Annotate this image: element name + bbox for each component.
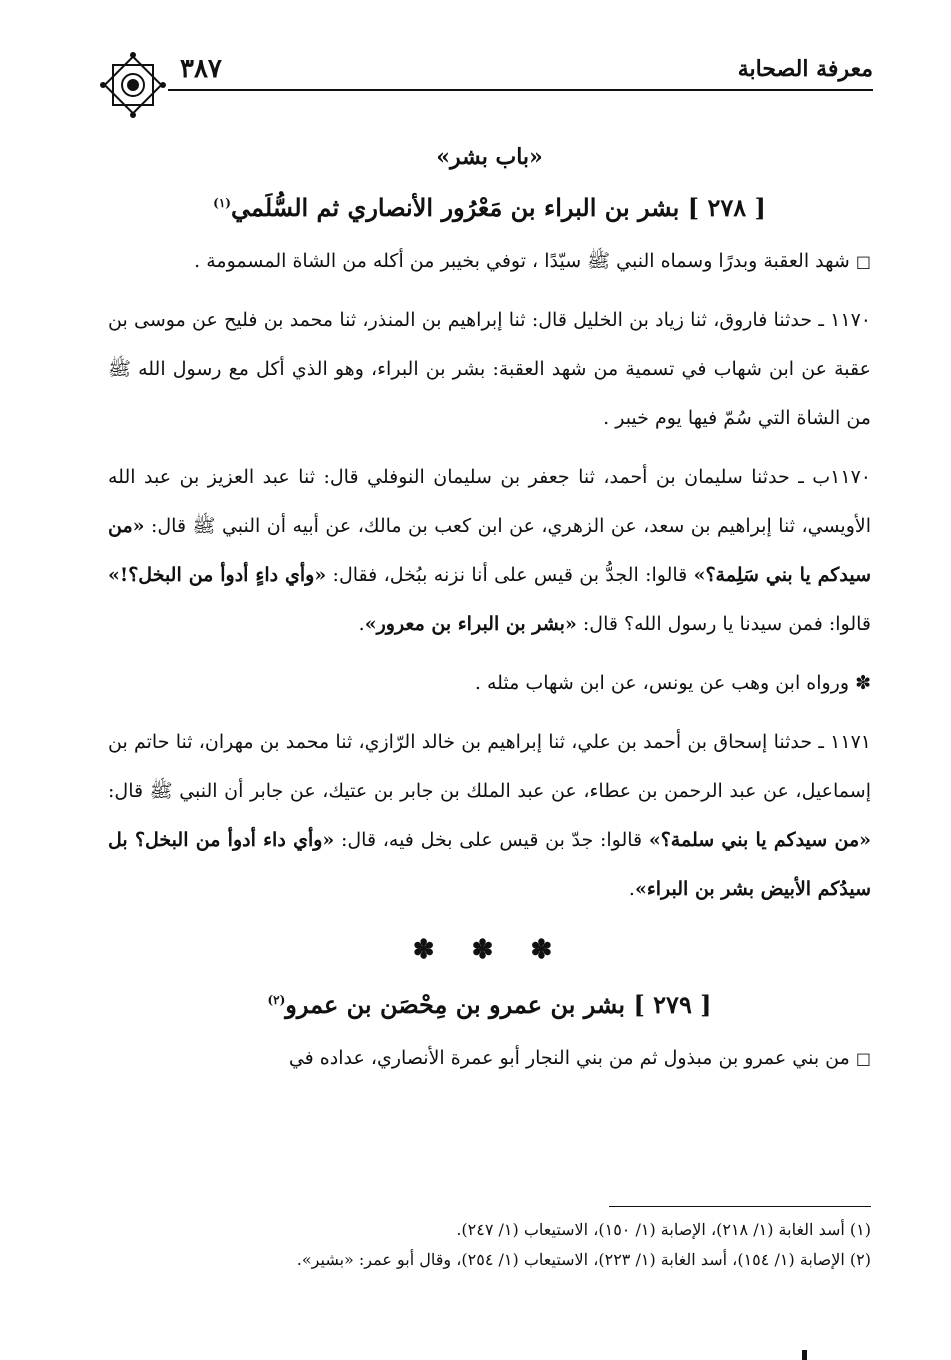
page-number: ٣٨٧ [180,54,222,84]
footnote-2: (٢) الإصابة (١/ ١٥٤)، أسد الغابة (١/ ٢٢٣)، الاستيعاب (١/ ٢٥٤)، وقال أبو عمر: «بشير». [296,1250,871,1269]
box-mark-icon: □ [855,252,871,271]
entry-name: بشر بن البراء بن مَعْرُور الأنصاري ثم السُّلَمي [230,193,680,222]
hadith-quote: «بشر بن البراء بن معرور» [364,613,577,635]
footnote-1: (١) أسد الغابة (١/ ٢١٨)، الإصابة (١/ ١٥٠)، الاستيعاب (١/ ٢٤٧). [456,1220,871,1239]
hadith-text: قالوا: فمن سيدنا يا رسول الله؟ قال: [576,613,871,635]
hadith-quote: «وأي داء أدوأ من البخل؟ بل سيدُكم الأبيض بشر بن البراء» [108,829,871,900]
footnote-ref[interactable]: (١) [213,196,231,210]
entry-name: بشر بن عمرو بن مِحْصَن بن عمرو [285,990,626,1019]
hadith-1170: ١١٧٠ ـ حدثنا فاروق، ثنا زياد بن الخليل قال: ثنا إبراهيم بن المنذر، ثنا محمد بن فليح عن موسى بن عقبة عن ابن شهاب في تسمية من شهد العقبة: بشر بن البراء، وهو الذي أكل مع رسول الله ﷺ من الشاة التي سُمّ فيها يوم خيبر . [108,309,871,429]
chapter-heading: «باب بشر» [436,144,543,170]
entry-intro-text: شهد العقبة وبدرًا وسماه النبي ﷺ سيّدًا ، توفي بخيبر من أكله من الشاة المسمومة . [194,250,850,272]
hadith-quote: «من سيدكم يا بني سَلِمة؟» [108,515,871,586]
hadith-quote: «من سيدكم يا بني سلمة؟» [648,829,871,851]
hadith-text: ١١٧١ ـ حدثنا إسحاق بن أحمد بن علي، ثنا إبراهيم بن خالد الرّازي، ثنا محمد بن مهران، ثنا حاتم بن إسماعيل، عن عبد الرحمن بن عطاء، عن عبد الملك بن جابر بن عتيك، عن جابر أن النبي ﷺ قال: [108,731,871,802]
main-text [108,135,871,1093]
footnote-rule [609,1206,871,1207]
running-head-title: معرفة الصحابة [737,56,873,82]
hadith-text: قالوا: الجدُّ بن قيس على أنا نزنه ببُخل، فقال: [326,564,694,586]
narration-note: ✽ ورواه ابن وهب عن يونس، عن ابن شهاب مثله . [474,672,871,694]
hadith-1171 [108,718,871,914]
hadith-text: . [628,878,635,900]
page-header [100,52,873,108]
footnote-ref[interactable]: (٢) [267,993,286,1007]
hadith-text: . [358,613,365,635]
print-mark [802,1350,807,1360]
entry-number: [ ٢٧٨ ] [687,193,766,222]
hadith-text: ١١٧٠ب ـ حدثنا سليمان بن أحمد، ثنا جعفر بن سليمان النوفلي قال: ثنا عبد العزيز بن عبد الله الأويسي، ثنا إبراهيم بن سعد، عن الزهري، عن ابن كعب بن مالك، عن أبيه أن النبي ﷺ قال: [108,466,871,537]
footnotes [108,1206,871,1275]
box-mark-icon: □ [855,1049,871,1068]
entry-intro [108,237,871,286]
hadith-quote: «وأي داءٍ أدوأ من البخل؟!» [108,564,327,586]
section-separator: ✽ ✽ ✽ [412,935,567,965]
entry-number: [ ٢٧٩ ] [633,990,712,1019]
entry-intro-text: من بني عمرو بن مبذول ثم من بني النجار أبو عمرة الأنصاري، عداده في [288,1047,850,1069]
header-rule [168,89,873,91]
entry-title-279 [108,976,871,1034]
entry-intro [108,1034,871,1083]
hadith-text: قالوا: جدّ بن قيس على بخل فيه، قال: [334,829,649,851]
octagonal-star-ornament-icon [100,52,166,118]
hadith-1170b [108,453,871,649]
entry-title-278 [108,179,871,237]
